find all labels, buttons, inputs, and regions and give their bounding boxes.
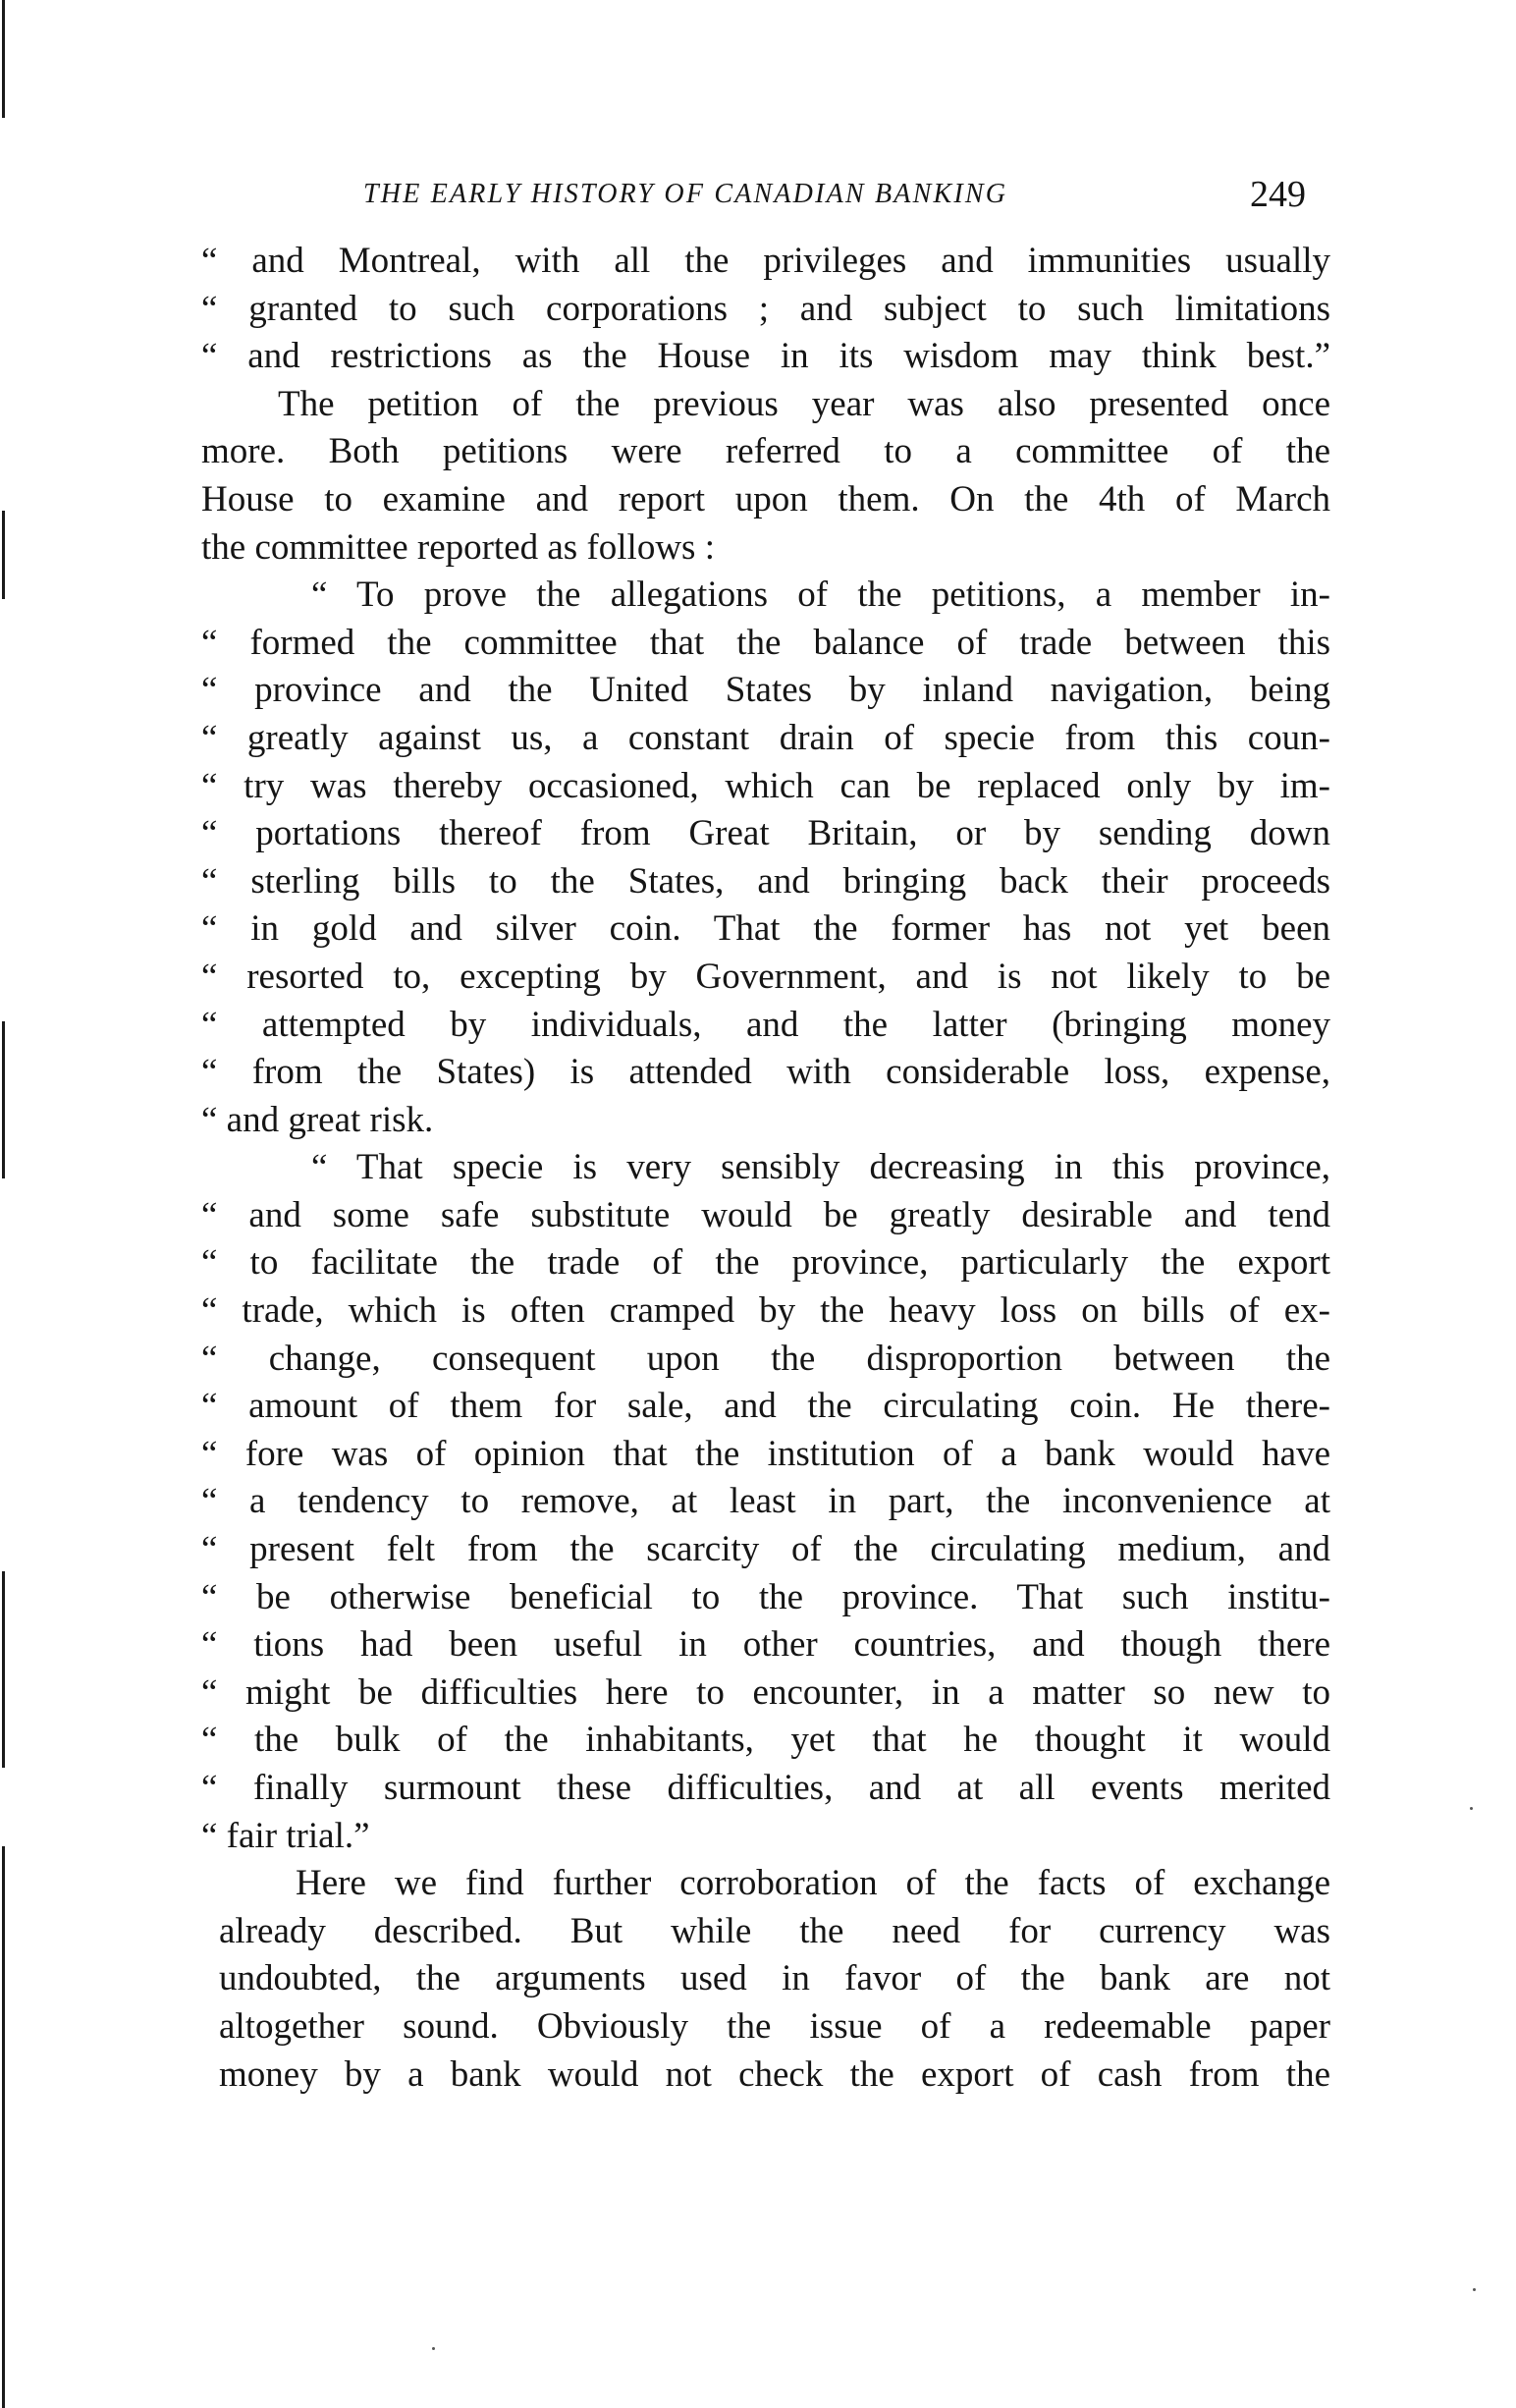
text-line: “ change, consequent upon the disproportion between the: [201, 1338, 1330, 1379]
text-line: “ province and the United States by inland navigation, being: [201, 670, 1330, 711]
text-line: “ fair trial.”: [201, 1815, 370, 1856]
text-line: “ greatly against us, a constant drain of specie from this coun-: [201, 717, 1330, 758]
text-line: money by a bank would not check the export of cash from the: [219, 2053, 1330, 2095]
paragraph-start-line: The petition of the previous year was also presented once: [278, 383, 1330, 424]
text-line: “ tions had been useful in other countries, and though there: [201, 1624, 1330, 1666]
text-line: “ might be difficulties here to encounter, in a matter so new to: [201, 1671, 1330, 1713]
text-line: “ portations thereof from Great Britain, or by sending down: [201, 813, 1330, 854]
text-line: “ trade, which is often cramped by the heavy loss on bills of ex-: [201, 1290, 1330, 1332]
text-line: “ and restrictions as the House in its wisdom may think best.”: [201, 336, 1330, 377]
text-line: “ sterling bills to the States, and bringing back their proceeds: [201, 860, 1330, 902]
text-line: “ a tendency to remove, at least in part, the inconvenience at: [201, 1481, 1330, 1522]
text-line: the committee reported as follows :: [201, 526, 715, 568]
text-line: “ try was thereby occasioned, which can be replaced only by im-: [201, 765, 1330, 806]
text-line: “ to facilitate the trade of the province, particularly the export: [201, 1242, 1330, 1284]
text-line: “ attempted by individuals, and the latter (bringing money: [201, 1004, 1330, 1045]
text-line: already described. But while the need for currency was: [219, 1910, 1330, 1951]
text-line: “ and some safe substitute would be greatly desirable and tend: [201, 1194, 1330, 1235]
text-line: more. Both petitions were referred to a committee of the: [201, 431, 1330, 472]
text-line: undoubted, the arguments used in favor of the bank are not: [219, 1958, 1330, 1999]
quote-start-line: “ To prove the allegations of the petitions, a member in-: [311, 575, 1330, 616]
paper-speck: [432, 2347, 435, 2350]
text-line: “ and Montreal, with all the privileges and immunities usually: [201, 241, 1330, 281]
text-line: House to examine and report upon them. On the 4th of March: [201, 478, 1330, 520]
text-line: “ resorted to, excepting by Government, and is not likely to be: [201, 956, 1330, 997]
text-line: “ finally surmount these difficulties, and at all events merited: [201, 1768, 1330, 1808]
quote-start-line: “ That specie is very sensibly decreasing in this province,: [311, 1147, 1330, 1188]
running-title: THE EARLY HISTORY OF CANADIAN BANKING: [363, 179, 1008, 209]
binding-edge: [0, 0, 10, 2408]
text-line: “ fore was of opinion that the institution of a bank would have: [201, 1433, 1330, 1474]
text-line: “ present felt from the scarcity of the circulating medium, and: [201, 1529, 1330, 1570]
text-line: “ in gold and silver coin. That the former has not yet been: [201, 908, 1330, 950]
text-line: “ granted to such corporations ; and subject to such limitations: [201, 288, 1330, 329]
body-text: [201, 238, 1330, 2099]
text-line: “ be otherwise beneficial to the province. That such institu-: [201, 1576, 1330, 1617]
paragraph-start-line: Here we find further corroboration of the facts of exchange: [296, 1863, 1330, 1904]
text-line: “ the bulk of the inhabitants, yet that he thought it would: [201, 1720, 1330, 1761]
paper-speck: [1470, 1807, 1473, 1810]
text-line: “ from the States) is attended with considerable loss, expense,: [201, 1052, 1330, 1093]
page-number: 249: [1250, 174, 1306, 215]
paper-speck: [1473, 2288, 1476, 2291]
running-head: [363, 173, 1306, 222]
text-line: “ and great risk.: [201, 1099, 434, 1140]
text-line: “ formed the committee that the balance of trade between this: [201, 622, 1330, 663]
text-line: altogether sound. Obviously the issue of a redeemable paper: [219, 2005, 1330, 2047]
text-line: “ amount of them for sale, and the circulating coin. He there-: [201, 1386, 1330, 1427]
